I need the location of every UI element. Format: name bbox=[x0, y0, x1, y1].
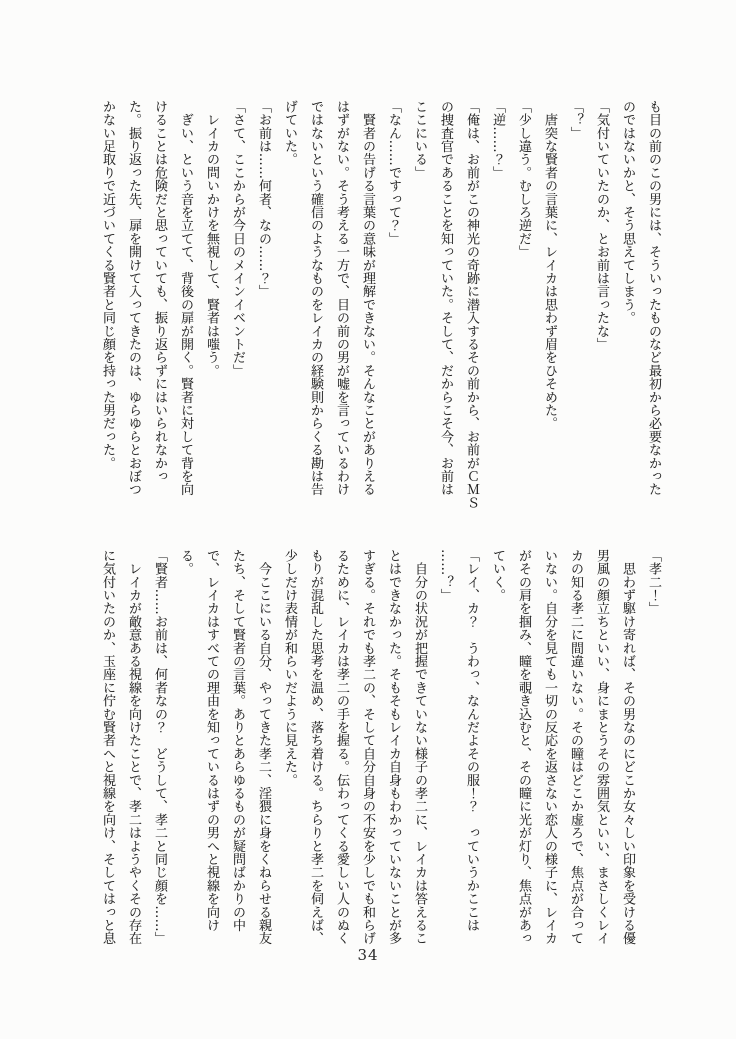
text-column: る。 bbox=[178, 549, 193, 576]
text-column: 「さて、ここからが今日のメインイベントだ」 bbox=[230, 100, 245, 378]
text-column: ぎい、という音を立てて、背後の扉が開く。賢者に対して背を向 bbox=[178, 100, 193, 496]
text-column: はずがない。そう考える一方で、目の前の男が嘘を言っているわけ bbox=[334, 100, 349, 496]
text-column: 「レイ、カ？ うわっ、なんだよその服！？ っていうかここは bbox=[464, 549, 479, 932]
text-column: 賢者の告げる言葉の意味が理解できない。そんなことがありえる bbox=[360, 100, 375, 496]
text-column: 思わず駆け寄れば、その男なのにどこか女々しい印象を受ける優 bbox=[620, 549, 635, 945]
text-column: で、レイカはすべての理由を知っているはずの男へと視線を向け bbox=[204, 549, 219, 932]
text-column: かない足取りで近づいてくる賢者と同じ顔を持った男だった。 bbox=[100, 100, 115, 470]
text-column: 「？」 bbox=[568, 100, 583, 140]
text-column: げていた。 bbox=[282, 100, 297, 166]
text-column: とはできなかった。そもそもレイカ自身もわかっていないことが多 bbox=[386, 549, 401, 945]
text-column: いない。自分を見ても一切の反応を返さない恋人の様子に、レイカ bbox=[542, 549, 557, 945]
lower-text-block bbox=[94, 549, 666, 947]
text-column: もりが混乱した思考を温め、落ち着ける。ちらりと孝二を伺えば、 bbox=[308, 549, 323, 945]
text-column: 「少し違う。むしろ逆だ」 bbox=[516, 100, 531, 259]
text-column: けることは危険だと思っていても、振り返らずにはいられなかっ bbox=[152, 100, 167, 483]
text-column: 唐突な賢者の言葉に、レイカは思わず眉をひそめた。 bbox=[542, 100, 557, 430]
text-column: 男風の顔立ちといい、身にまとうその雰囲気といい、まさしくレイ bbox=[594, 549, 609, 945]
text-column: すぎる。それでも孝二の、そして自分自身の不安を少しでも和らげ bbox=[360, 549, 375, 945]
text-column: 「逆……？」 bbox=[490, 100, 505, 180]
text-column: 「孝二！」 bbox=[646, 549, 661, 615]
text-column: るために、レイカは孝二の手を握る。伝わってくる愛しい人のぬく bbox=[334, 549, 349, 945]
text-column: ていく。 bbox=[490, 549, 505, 602]
upper-text-block bbox=[94, 100, 666, 510]
text-column: レイカの問いかけを無視して、賢者は嗤う。 bbox=[204, 100, 219, 378]
text-column: 「気付いていたのか、とお前は言ったな」 bbox=[594, 100, 609, 351]
text-column: 少しだけ表情が和らいだように見えた。 bbox=[282, 549, 297, 787]
text-column: のではないかと、そう思えてしまう。 bbox=[620, 100, 635, 325]
text-column: 「俺は、お前がこの神光の奇跡に潜入するその前から、お前がＣＭＳ bbox=[464, 100, 479, 510]
text-column: 「なん……ですって？」 bbox=[386, 100, 401, 246]
text-column: カの知る孝二に間違いない。その瞳はどこか虚ろで、焦点が合って bbox=[568, 549, 583, 945]
text-column: の捜査官であることを知っていた。そして、だからこそ今、お前は bbox=[438, 100, 453, 496]
text-column: 「お前は……何者、なの……？」 bbox=[256, 100, 271, 298]
text-column: ここにいる」 bbox=[412, 100, 427, 180]
text-column: 今ここにいる自分、やってきた孝二、淫猥に身をくねらせる親友 bbox=[256, 549, 271, 945]
text-column: た。振り返った先、扉を開けて入ってきたのは、ゆらゆらとおぼつ bbox=[126, 100, 141, 496]
text-column: がその肩を掴み、瞳を覗き込むと、その瞳に光が灯り、焦点があっ bbox=[516, 549, 531, 945]
text-column: ……？」 bbox=[438, 549, 453, 602]
text-column: 自分の状況が把握できていない様子の孝二に、レイカは答えるこ bbox=[412, 549, 427, 945]
text-column: ではないという確信のようなものをレイカの経験則からくる勘は告 bbox=[308, 100, 323, 496]
text-column: 「賢者……お前は、何者なの？ どうして、孝二と同じ顔を……」 bbox=[152, 549, 167, 945]
text-column: に気付いたのか、玉座に佇む賢者へと視線を向け、そしてはっと息 bbox=[100, 549, 115, 945]
page-number: 34 bbox=[357, 946, 379, 964]
text-column: たち、そして賢者の言葉。ありとあらゆるものが疑問ばかりの中 bbox=[230, 549, 245, 932]
text-column: も目の前のこの男には、そういったものなど最初から必要なかった bbox=[646, 100, 661, 496]
text-column: レイカが敵意ある視線を向けたことで、孝二はようやくその存在 bbox=[126, 549, 141, 945]
